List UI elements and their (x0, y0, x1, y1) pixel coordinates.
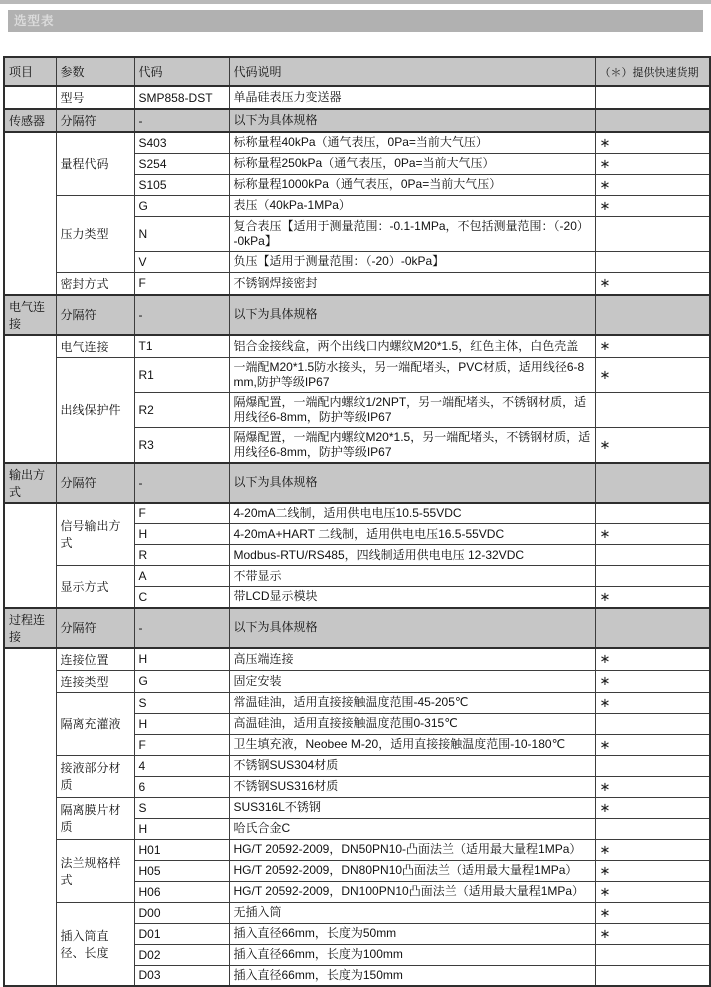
code-cell: A (134, 566, 229, 587)
fast-cell (595, 755, 710, 776)
param-cell: 连接位置 (56, 648, 134, 671)
param-cell: 电气连接 (56, 335, 134, 358)
fast-cell (595, 392, 710, 427)
fast-cell (595, 251, 710, 272)
desc-cell: 高压端连接 (229, 648, 595, 671)
code-cell: N (134, 216, 229, 251)
col-header-param: 参数 (56, 57, 134, 86)
code-cell: - (134, 608, 229, 648)
param-cell: 显示方式 (56, 566, 134, 608)
desc-cell: 负压【适用于测量范围：（-20）-0kPa】 (229, 251, 595, 272)
fast-cell: ∗ (595, 174, 710, 195)
fast-cell (595, 463, 710, 503)
code-cell: S105 (134, 174, 229, 195)
table-row (4, 195, 710, 216)
selection-table-grid (3, 56, 711, 987)
desc-cell: 以下为具体规格 (229, 608, 595, 648)
code-cell: R2 (134, 392, 229, 427)
param-cell: 法兰规格样式 (56, 839, 134, 902)
desc-cell: 4-20mA+HART 二线制，适用供电电压16.5-55VDC (229, 524, 595, 545)
desc-cell: HG/T 20592-2009，DN80PN10凸面法兰（适用最大量程1MPa） (229, 860, 595, 881)
fast-cell: ∗ (595, 153, 710, 174)
col-header-item: 项目 (4, 57, 56, 86)
desc-cell: 不锈钢焊接密封 (229, 272, 595, 295)
separator-row (4, 608, 710, 648)
page-title: 选型表 (8, 10, 703, 32)
col-header-code: 代码 (134, 57, 229, 86)
code-cell: - (134, 295, 229, 335)
param-cell: 分隔符 (56, 109, 134, 132)
desc-cell: 以下为具体规格 (229, 463, 595, 503)
code-cell: D03 (134, 965, 229, 986)
param-cell: 插入筒直径、长度 (56, 902, 134, 986)
code-cell: S403 (134, 132, 229, 153)
fast-cell (595, 608, 710, 648)
fast-cell (595, 566, 710, 587)
table-row (4, 357, 710, 392)
table-row (4, 670, 710, 692)
desc-cell: 单晶硅表压力变送器 (229, 86, 595, 109)
desc-cell: 插入直径66mm，长度为150mm (229, 965, 595, 986)
code-cell: F (134, 272, 229, 295)
table-row (4, 503, 710, 524)
col-header-desc: 代码说明 (229, 57, 595, 86)
fast-cell: ∗ (595, 839, 710, 860)
fast-cell: ∗ (595, 195, 710, 216)
fast-cell (595, 944, 710, 965)
fast-cell (595, 713, 710, 734)
code-cell: - (134, 463, 229, 503)
desc-cell: 一端配M20*1.5防水接头，另一端配堵头，PVC材质，适用线径6-8mm,防护等级IP67 (229, 357, 595, 392)
desc-cell: 标称量程1000kPa（通气表压，0Pa=当前大气压） (229, 174, 595, 195)
fast-cell (595, 503, 710, 524)
param-cell: 分隔符 (56, 463, 134, 503)
desc-cell: 常温硅油，适用直接接触温度范围-45-205℃ (229, 692, 595, 713)
desc-cell: 固定安装 (229, 670, 595, 692)
desc-cell: 标称量程40kPa（通气表压，0Pa=当前大气压） (229, 132, 595, 153)
code-cell: R1 (134, 357, 229, 392)
item-cell (4, 86, 56, 109)
fast-cell: ∗ (595, 427, 710, 463)
desc-cell: Modbus-RTU/RS485，四线制适用供电电压 12-32VDC (229, 545, 595, 566)
desc-cell: 铝合金接线盒，两个出线口内螺纹M20*1.5，红色主体，白色壳盖 (229, 335, 595, 358)
param-cell: 隔离充灌液 (56, 692, 134, 755)
param-cell: 分隔符 (56, 295, 134, 335)
fast-cell: ∗ (595, 734, 710, 755)
fast-cell: ∗ (595, 797, 710, 818)
fast-cell (595, 545, 710, 566)
desc-cell: 4-20mA二线制，适用供电电压10.5-55VDC (229, 503, 595, 524)
desc-cell: 以下为具体规格 (229, 109, 595, 132)
item-cell (4, 648, 56, 987)
code-cell: H06 (134, 881, 229, 902)
code-cell: D02 (134, 944, 229, 965)
table-row (4, 86, 710, 109)
desc-cell: 带LCD显示模块 (229, 587, 595, 608)
code-cell: 4 (134, 755, 229, 776)
param-cell: 隔离膜片材质 (56, 797, 134, 839)
code-cell: H (134, 648, 229, 671)
fast-cell: ∗ (595, 776, 710, 797)
selection-table-body (4, 86, 710, 986)
param-cell: 量程代码 (56, 132, 134, 195)
fast-cell: ∗ (595, 692, 710, 713)
param-cell: 信号输出方式 (56, 503, 134, 566)
code-cell: S (134, 797, 229, 818)
param-cell: 连接类型 (56, 670, 134, 692)
param-cell: 出线保护件 (56, 357, 134, 463)
table-row (4, 797, 710, 818)
fast-cell (595, 109, 710, 132)
top-divider (0, 0, 711, 4)
desc-cell: 标称量程250kPa（通气表压，0Pa=当前大气压） (229, 153, 595, 174)
fast-cell (595, 965, 710, 986)
desc-cell: 不锈钢SUS316材质 (229, 776, 595, 797)
item-cell: 输出方式 (4, 463, 56, 503)
fast-cell (595, 86, 710, 109)
desc-cell: 表压（40kPa-1MPa） (229, 195, 595, 216)
item-cell: 传感器 (4, 109, 56, 132)
desc-cell: HG/T 20592-2009，DN50PN10-凸面法兰（适用最大量程1MPa） (229, 839, 595, 860)
code-cell: S254 (134, 153, 229, 174)
desc-cell: 隔爆配置，一端配内螺纹M20*1.5，另一端配堵头，不锈钢材质，适用线径6-8mm，防护等级IP67 (229, 427, 595, 463)
separator-row (4, 295, 710, 335)
fast-cell: ∗ (595, 587, 710, 608)
item-cell (4, 503, 56, 608)
table-row (4, 272, 710, 295)
table-row (4, 839, 710, 860)
desc-cell: 复合表压【适用于测量范围：-0.1-1MPa，不包括测量范围：（-20）-0kPa】 (229, 216, 595, 251)
fast-cell (595, 216, 710, 251)
desc-cell: 插入直径66mm，长度为50mm (229, 923, 595, 944)
code-cell: D00 (134, 902, 229, 923)
table-row (4, 755, 710, 776)
code-cell: R (134, 545, 229, 566)
code-cell: SMP858-DST (134, 86, 229, 109)
desc-cell: 卫生填充液，Neobee M-20，适用直接接触温度范围-10-180℃ (229, 734, 595, 755)
desc-cell: SUS316L不锈钢 (229, 797, 595, 818)
code-cell: T1 (134, 335, 229, 358)
code-cell: G (134, 670, 229, 692)
fast-cell (595, 818, 710, 839)
code-cell: H (134, 713, 229, 734)
code-cell: H05 (134, 860, 229, 881)
desc-cell: 隔爆配置，一端配内螺纹1/2NPT，另一端配堵头，不锈钢材质，适用线径6-8mm，防护等级IP67 (229, 392, 595, 427)
header-row (4, 57, 710, 86)
fast-cell: ∗ (595, 923, 710, 944)
param-cell: 分隔符 (56, 608, 134, 648)
desc-cell: 以下为具体规格 (229, 295, 595, 335)
code-cell: C (134, 587, 229, 608)
table-row (4, 132, 710, 153)
desc-cell: 插入直径66mm，长度为100mm (229, 944, 595, 965)
desc-cell: 不带显示 (229, 566, 595, 587)
fast-cell: ∗ (595, 881, 710, 902)
code-cell: F (134, 503, 229, 524)
desc-cell: HG/T 20592-2009，DN100PN10凸面法兰（适用最大量程1MPa） (229, 881, 595, 902)
param-cell: 压力类型 (56, 195, 134, 272)
param-cell: 密封方式 (56, 272, 134, 295)
desc-cell: 不锈钢SUS304材质 (229, 755, 595, 776)
code-cell: R3 (134, 427, 229, 463)
code-cell: V (134, 251, 229, 272)
fast-cell: ∗ (595, 902, 710, 923)
item-cell (4, 132, 56, 295)
code-cell: H01 (134, 839, 229, 860)
code-cell: - (134, 109, 229, 132)
code-cell: G (134, 195, 229, 216)
table-row (4, 692, 710, 713)
table-row (4, 335, 710, 358)
fast-cell: ∗ (595, 860, 710, 881)
desc-cell: 哈氏合金C (229, 818, 595, 839)
code-cell: S (134, 692, 229, 713)
desc-cell: 高温硅油，适用直接接触温度范围0-315℃ (229, 713, 595, 734)
fast-cell: ∗ (595, 648, 710, 671)
item-cell: 过程连接 (4, 608, 56, 648)
code-cell: 6 (134, 776, 229, 797)
table-row (4, 648, 710, 671)
fast-cell (595, 295, 710, 335)
fast-cell: ∗ (595, 524, 710, 545)
col-header-fast-delivery: （＊）提供快速货期 (595, 57, 710, 86)
fast-cell: ∗ (595, 670, 710, 692)
separator-row (4, 463, 710, 503)
code-cell: F (134, 734, 229, 755)
code-cell: H (134, 818, 229, 839)
selection-table (3, 56, 711, 987)
code-cell: D01 (134, 923, 229, 944)
fast-cell: ∗ (595, 335, 710, 358)
separator-row (4, 109, 710, 132)
param-cell: 接液部分材质 (56, 755, 134, 797)
code-cell: H (134, 524, 229, 545)
fast-cell: ∗ (595, 357, 710, 392)
desc-cell: 无插入筒 (229, 902, 595, 923)
table-row (4, 566, 710, 587)
fast-cell: ∗ (595, 272, 710, 295)
param-cell: 型号 (56, 86, 134, 109)
fast-cell: ∗ (595, 132, 710, 153)
item-cell: 电气连接 (4, 295, 56, 335)
item-cell (4, 335, 56, 463)
table-row (4, 902, 710, 923)
